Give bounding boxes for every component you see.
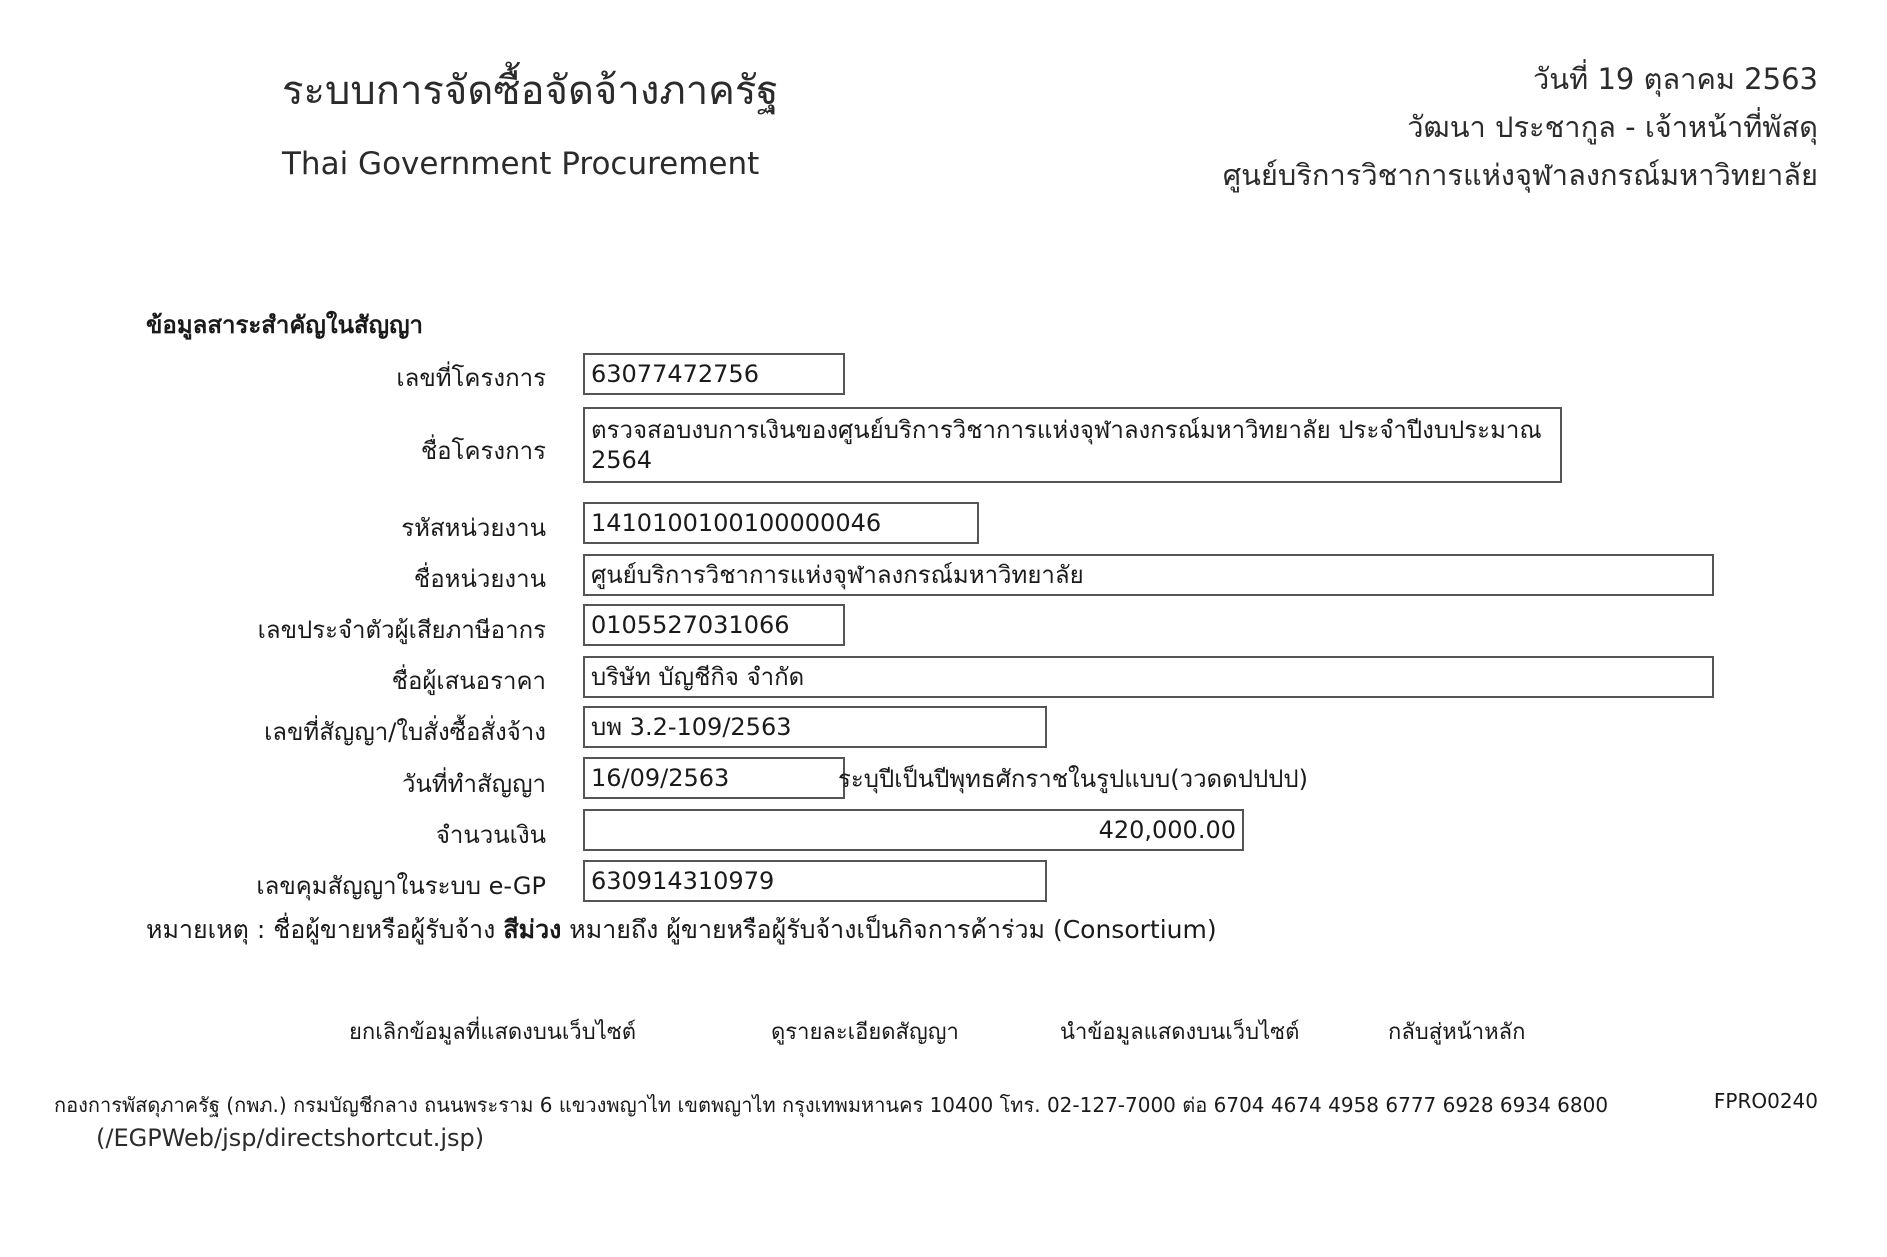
note-suffix: หมายถึง ผู้ขายหรือผู้รับจ้างเป็นกิจการค้าร่วม (Consortium) bbox=[569, 915, 1217, 944]
contract-no-label: เลขที่สัญญา/ใบสั่งซื้อสั่งจ้าง bbox=[264, 718, 546, 746]
note-highlight: สีม่วง bbox=[503, 915, 562, 944]
egp-no-label: เลขคุมสัญญาในระบบ e-GP bbox=[256, 872, 546, 900]
system-title-thai: ระบบการจัดซื้อจัดจ้างภาครัฐ bbox=[282, 68, 779, 114]
system-title-english: Thai Government Procurement bbox=[282, 146, 760, 182]
tax-id-label: เลขประจำตัวผู้เสียภาษีอากร bbox=[257, 616, 546, 644]
home-link[interactable]: กลับสู่หน้าหลัก bbox=[1388, 1020, 1526, 1045]
project-name-label: ชื่อโครงการ bbox=[420, 437, 546, 465]
contract-date-hint: ระบุปีเป็นปีพุทธศักราชในรูปแบบ(ววดดปปปป) bbox=[838, 765, 1309, 793]
bidder-name-field[interactable]: บริษัท บัญชีกิจ จำกัด bbox=[583, 656, 1714, 698]
section-title: ข้อมูลสาระสำคัญในสัญญา bbox=[146, 311, 424, 339]
page-path: (/EGPWeb/jsp/directshortcut.jsp) bbox=[96, 1124, 485, 1152]
dept-name-label: ชื่อหน่วยงาน bbox=[413, 565, 546, 593]
user-name: วัฒนา ประชากูล - เจ้าหน้าที่พัสดุ bbox=[1407, 110, 1818, 144]
consortium-note bbox=[146, 910, 1217, 950]
note-prefix: หมายเหตุ : ชื่อผู้ขายหรือผู้รับจ้าง bbox=[146, 915, 496, 944]
contract-no-field[interactable]: บพ 3.2-109/2563 bbox=[583, 706, 1047, 748]
contract-date-label: วันที่ทำสัญญา bbox=[401, 770, 546, 798]
amount-field[interactable]: 420,000.00 bbox=[583, 809, 1244, 851]
project-no-field[interactable]: 63077472756 bbox=[583, 353, 845, 395]
footer-address: กองการพัสดุภาครัฐ (กพภ.) กรมบัญชีกลาง ถนนพระราม 6 แขวงพญาไท เขตพญาไท กรุงเทพมหานคร 10400 โทร. 02-127-7000 ต่อ 6704 4674 4958 6777 6928 6934 6800 bbox=[54, 1093, 1609, 1117]
dept-name-field[interactable]: ศูนย์บริการวิชาการแห่งจุฬาลงกรณ์มหาวิทยาลัย bbox=[583, 554, 1714, 596]
print-date: วันที่ 19 ตุลาคม 2563 bbox=[1533, 62, 1818, 96]
project-no-label: เลขที่โครงการ bbox=[396, 364, 546, 392]
organization-name: ศูนย์บริการวิชาการแห่งจุฬาลงกรณ์มหาวิทยาลัย bbox=[1222, 158, 1818, 192]
contract-date-field[interactable]: 16/09/2563 bbox=[583, 757, 845, 799]
view-contract-link[interactable]: ดูรายละเอียดสัญญา bbox=[771, 1020, 959, 1045]
cancel-publish-link[interactable]: ยกเลิกข้อมูลที่แสดงบนเว็บไซต์ bbox=[349, 1020, 637, 1045]
amount-label: จำนวนเงิน bbox=[435, 821, 546, 849]
dept-code-field[interactable]: 1410100100100000046 bbox=[583, 502, 979, 544]
project-name-field[interactable]: ตรวจสอบงบการเงินของศูนย์บริการวิชาการแห่งจุฬาลงกรณ์มหาวิทยาลัย ประจำปีงบประมาณ 2564 bbox=[583, 407, 1562, 483]
tax-id-field[interactable]: 0105527031066 bbox=[583, 604, 845, 646]
publish-link[interactable]: นำข้อมูลแสดงบนเว็บไซต์ bbox=[1060, 1020, 1300, 1045]
dept-code-label: รหัสหน่วยงาน bbox=[401, 514, 546, 542]
egp-no-field[interactable]: 630914310979 bbox=[583, 860, 1047, 902]
bidder-name-label: ชื่อผู้เสนอราคา bbox=[391, 667, 546, 695]
form-code: FPRO0240 bbox=[1713, 1089, 1818, 1113]
